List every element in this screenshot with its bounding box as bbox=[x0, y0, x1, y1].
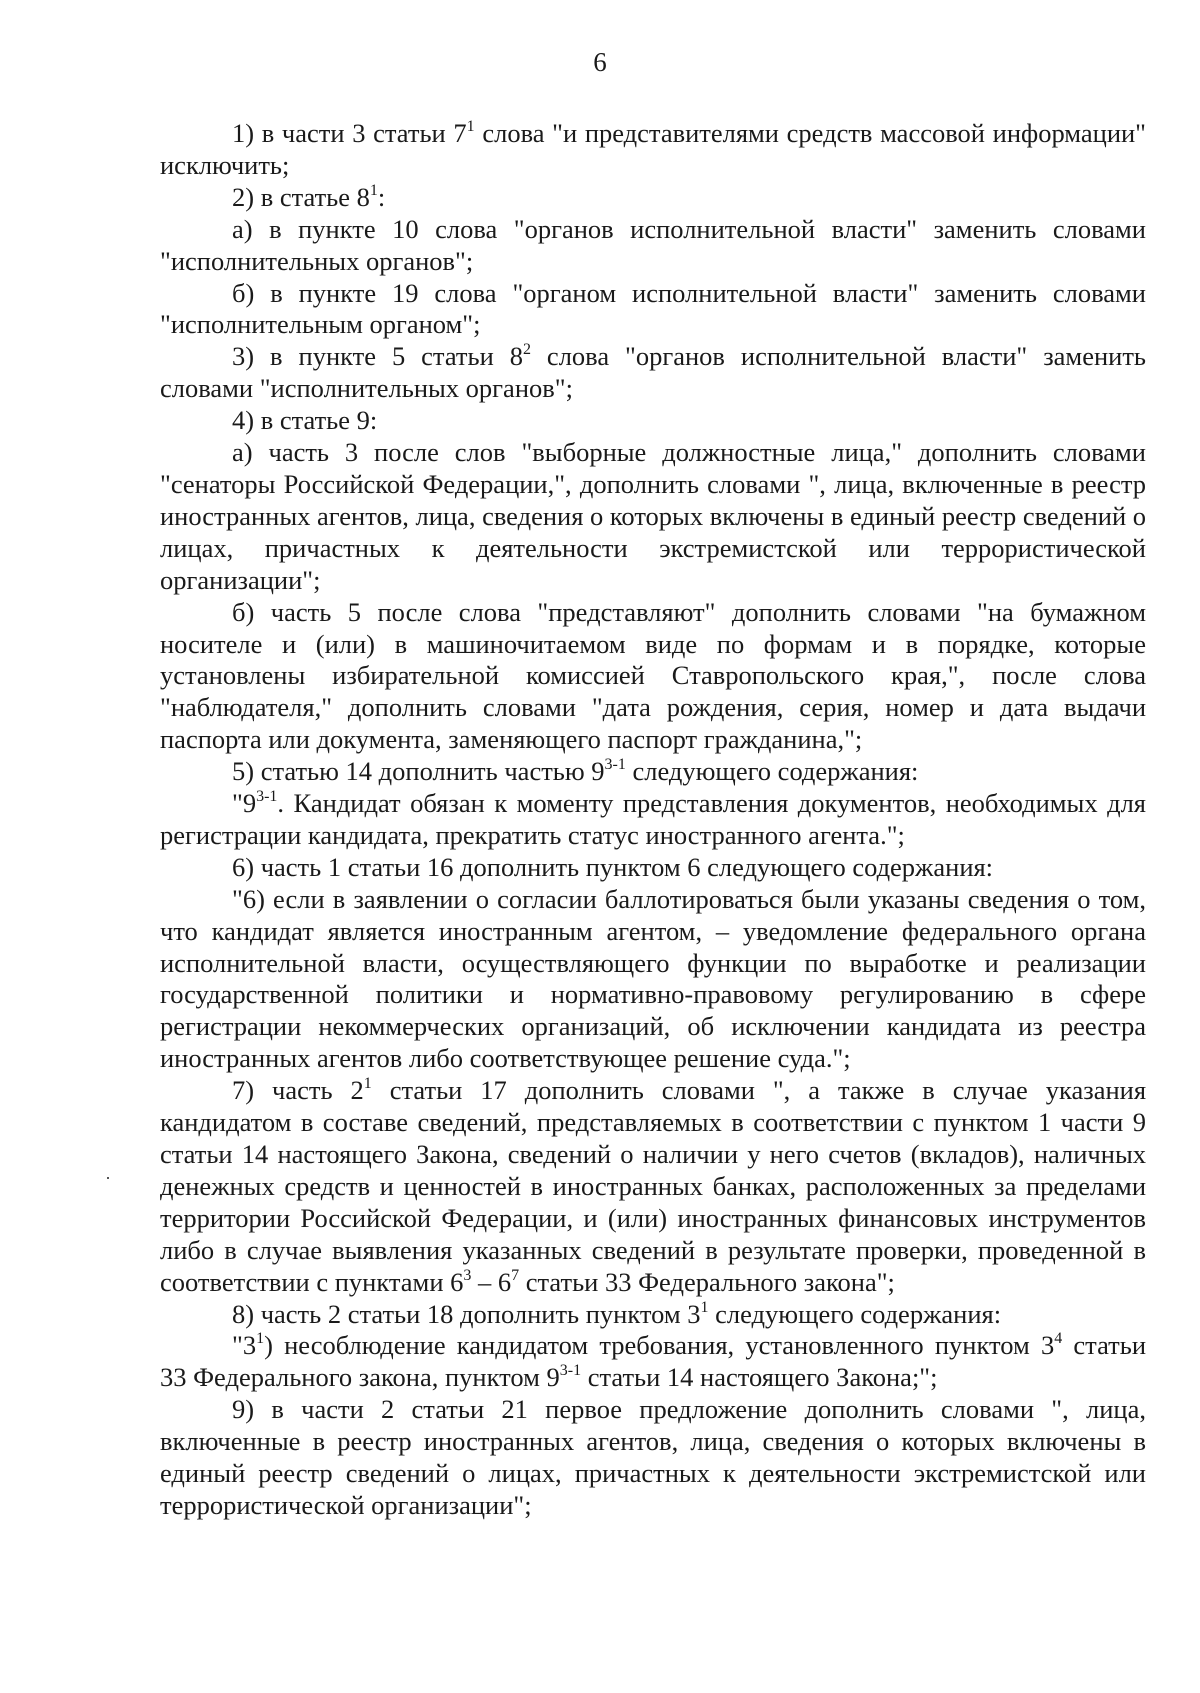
paragraph-4: б) в пункте 19 слова "органом исполнительной власти" заменить словами "исполнительным органом"; bbox=[160, 277, 1146, 340]
paragraph-16: 9) в части 2 статьи 21 первое предложение дополнить словами ", лица, включенные в реестр иностранных агентов, лица, сведения о которых включены в единый реестр сведений о лицах, причастных к деятельности экстремистской или террористической организации"; bbox=[160, 1394, 1146, 1520]
paragraph-1: 1) в части 3 статьи $7^1$ слова "и представителями средств массовой информации" исключить; bbox=[160, 118, 1146, 180]
paragraph-2: 2) в статье $8^1$: bbox=[232, 181, 386, 212]
paragraph-3: а) в пункте 10 слова "органов исполнительной власти" заменить словами "исполнительных органов"; bbox=[160, 213, 1146, 276]
paragraph-6: 4) в статье 9: bbox=[232, 405, 378, 436]
page-number: 6 bbox=[593, 47, 607, 77]
paragraph-12: "6) если в заявлении о согласии баллотироваться были указаны сведения о том, что кандидат является иностранным агентом, – уведомление федерального органа исполнительной власти, осуществляющего функции по выработке и реализации государственной политики и нормативно-правовому регулированию в сфере регистрации некоммерческих организаций, об исключении кандидата из реестра иностранных агентов либо соответствующее решение суда."; bbox=[160, 883, 1146, 1074]
paragraph-11: 6) часть 1 статьи 16 дополнить пунктом 6 следующего содержания: bbox=[232, 851, 994, 882]
paragraph-10: "9$^{3-1}$. Кандидат обязан к моменту представления документов, необходимых для регистрации кандидата, прекратить статус иностранного агента."; bbox=[160, 788, 1146, 850]
paragraph-7: а) часть 3 после слов "выборные должностные лица," дополнить словами "сенаторы Российской Федерации,", дополнить словами ", лица, включенные в реестр иностранных агентов, лица, сведения о которых включены в единый реестр сведений о лицах, причастных к деятельности экстремистской или террористической организации"; bbox=[160, 437, 1147, 595]
paragraph-9: 5) статью 14 дополнить частью 9$^{3-1}$ следующего содержания: bbox=[232, 756, 919, 787]
paragraph-13: 7) часть $2^1$ статьи 17 дополнить словами ", а также в случае указания кандидатом в составе сведений, представляемых в соответствии с пунктом 1 части 9 статьи 14 настоящего Закона, сведений о наличии у него счетов (вкладов), наличных денежных средств и ценностей в иностранных банках, расположенных за пределами территории Российской Федерации, и (или) иностранных финансовых инструментов либо в случае выявления указанных сведений в результате проверки, проведенной в соответствии с пунктами $6^3 - 6^7$ статьи 33 Федерального закона"; bbox=[160, 1075, 1147, 1297]
paragraph-14: 8) часть 2 статьи 18 дополнить пунктом $3^1$ следующего содержания: bbox=[232, 1298, 1002, 1329]
paragraph-8: б) часть 5 после слова "представляют" дополнить словами "на бумажном носителе и (или) в машиночитаемом виде по формам и в порядке, которые установлены избирательной комиссией Ставропольского края,", после слова "наблюдателя," дополнить словами "дата рождения, серия, номер и дата выдачи паспорта или документа, заменяющего паспорт гражданина,"; bbox=[160, 596, 1146, 755]
document-body bbox=[160, 118, 1146, 1522]
paragraph-5: 3) в пункте 5 статьи $8^2$ слова "органов исполнительной власти" заменить словами "исполнительных органов"; bbox=[160, 341, 1146, 404]
paragraph-15: "$3^1$) несоблюдение кандидатом требования, установленного пунктом $3^4$ статьи 33 Федерального закона, пунктом 9$^{3-1}$ статьи 14 настоящего Закона;"; bbox=[160, 1330, 1146, 1393]
scan-speck bbox=[107, 1177, 109, 1179]
